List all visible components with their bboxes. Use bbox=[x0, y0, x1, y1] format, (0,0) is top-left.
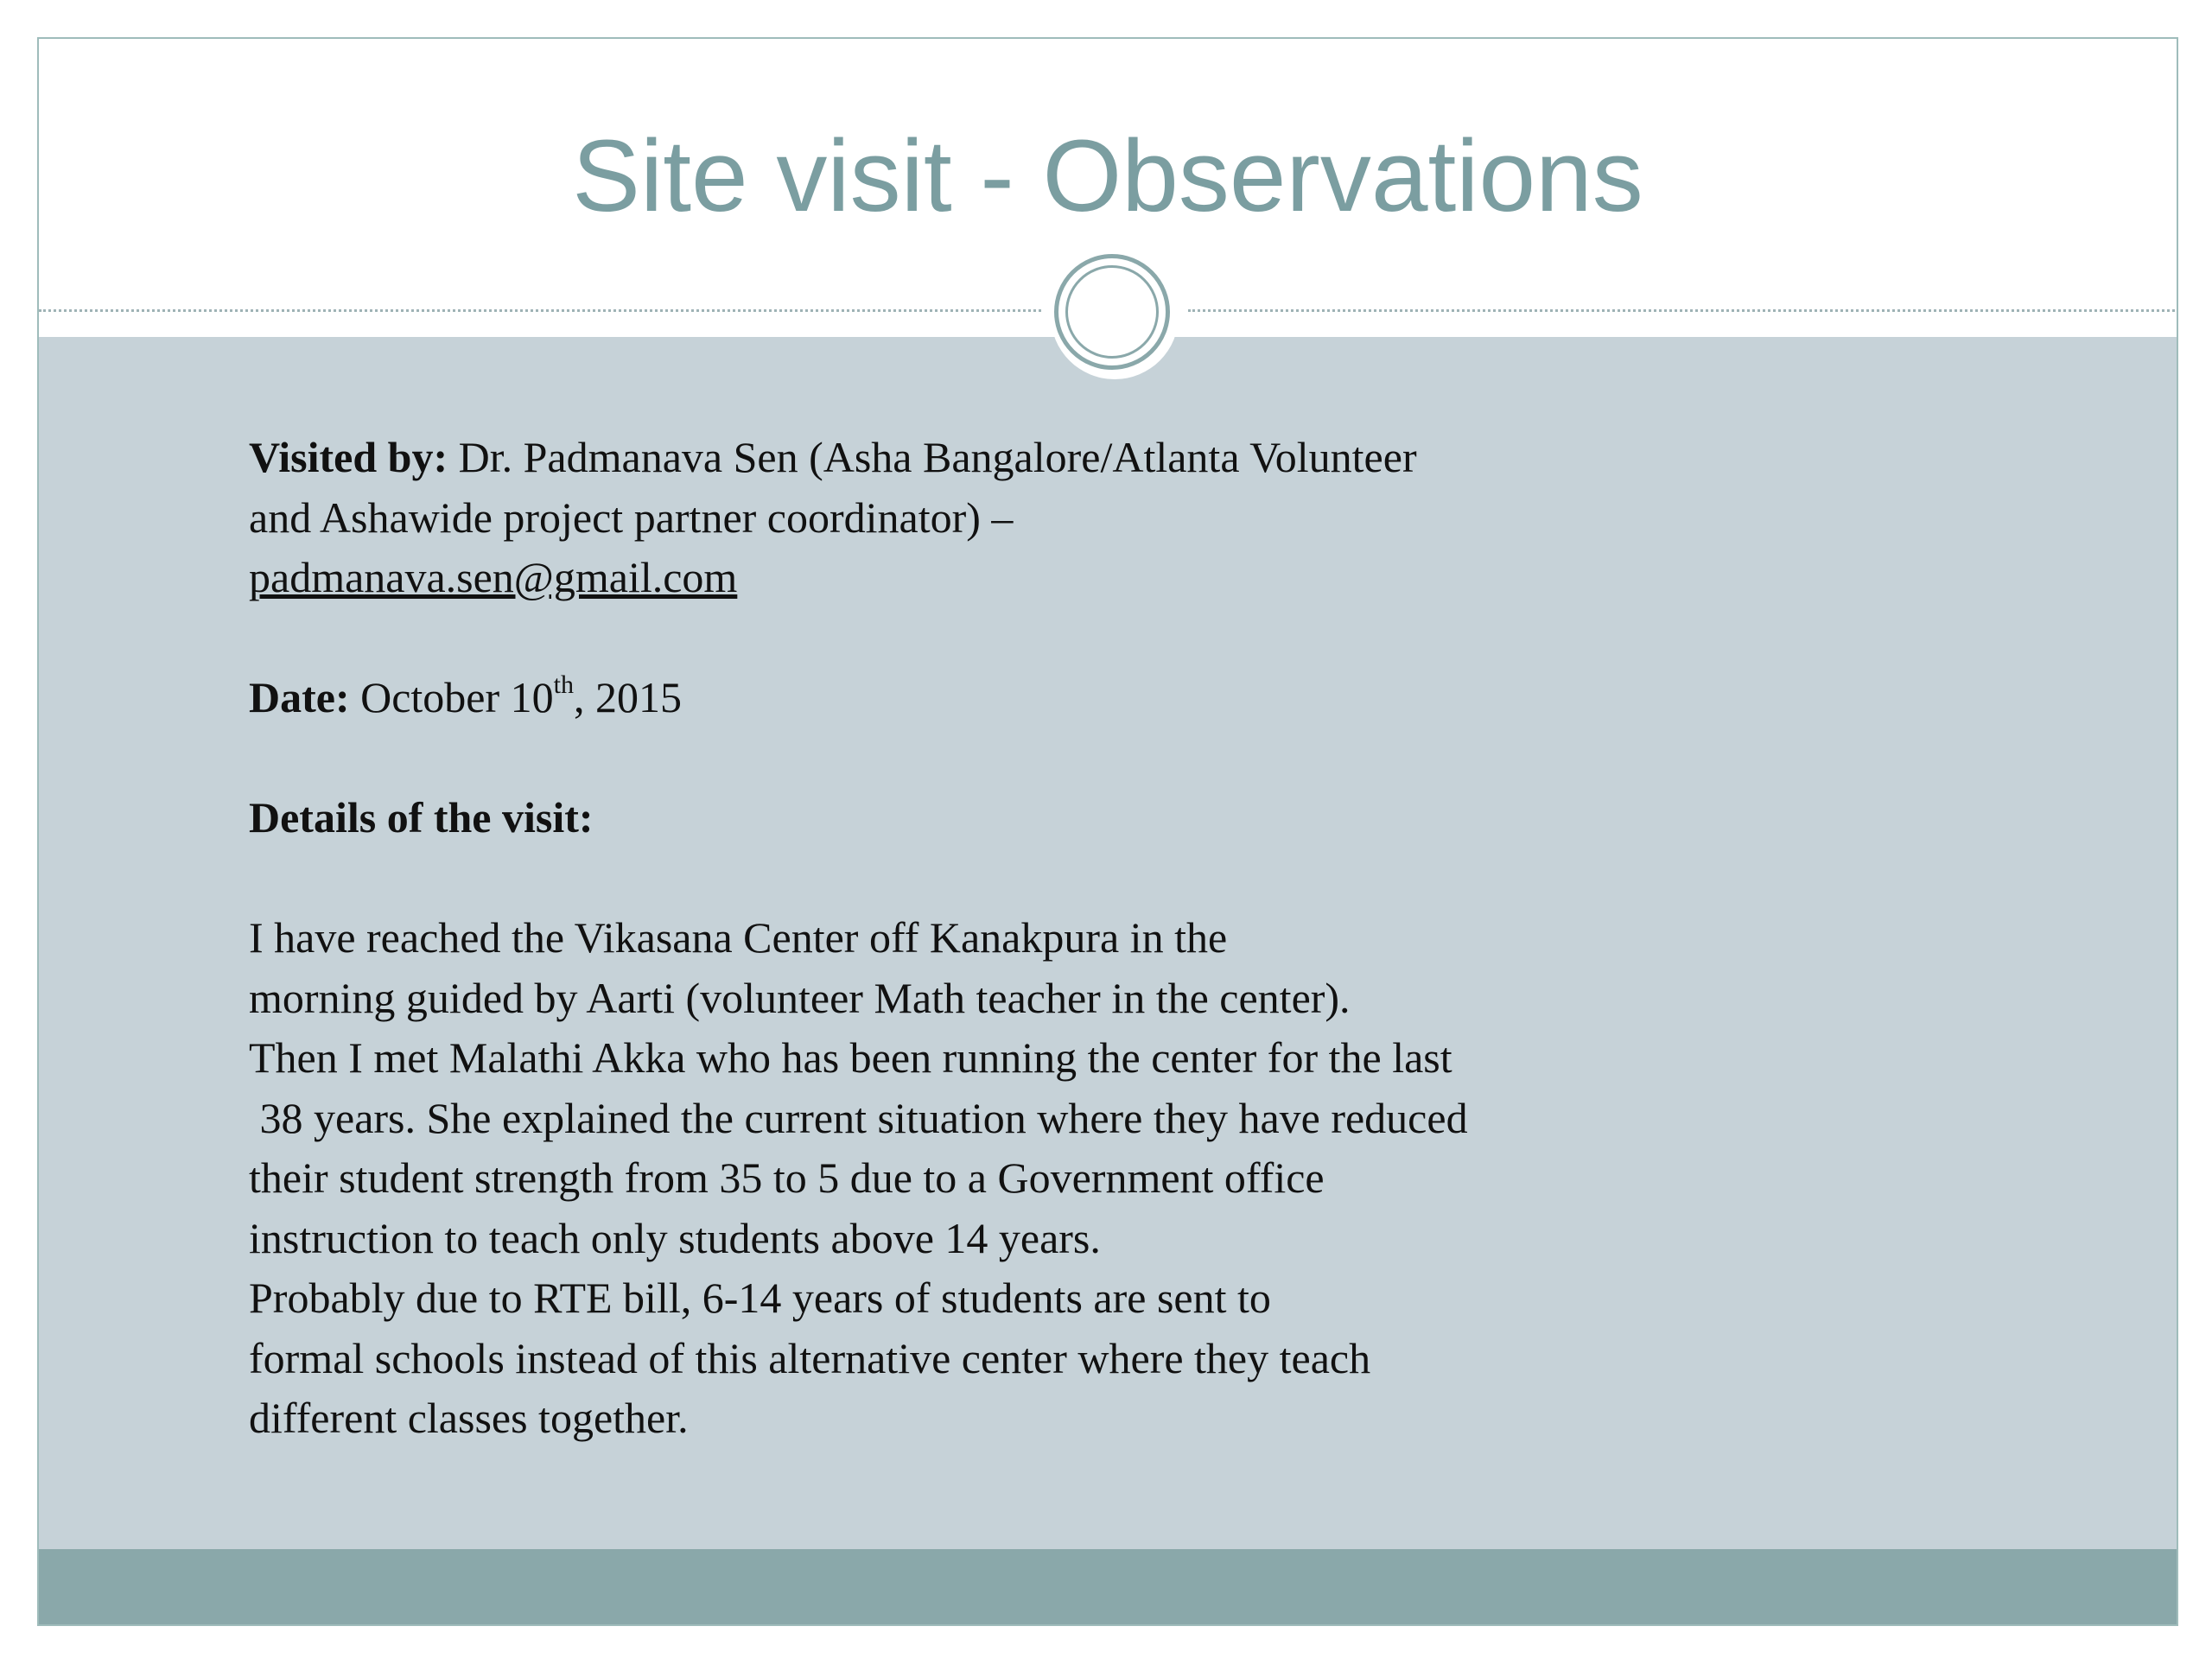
circle-ornament-icon bbox=[1054, 254, 1170, 370]
visited-by-line-1 bbox=[249, 428, 1804, 488]
details-line: 38 years. She explained the current situation where they have reduced bbox=[249, 1093, 1468, 1142]
spacer bbox=[249, 728, 1804, 789]
visited-by-line-2: and Ashawide project partner coordinator) – bbox=[249, 492, 1014, 542]
circle-ornament-inner bbox=[1065, 265, 1159, 359]
slide-title: Site visit - Observations bbox=[572, 119, 1643, 233]
details-line: morning guided by Aarti (volunteer Math teacher in the center). bbox=[249, 973, 1351, 1022]
details-line: instruction to teach only students above 14 years. bbox=[249, 1213, 1101, 1262]
details-line: different classes together. bbox=[249, 1394, 689, 1442]
footer-band bbox=[39, 1549, 2177, 1626]
details-line: formal schools instead of this alternative center where they teach bbox=[249, 1333, 1371, 1382]
date-label: Date: bbox=[249, 673, 350, 721]
details-line: their student strength from 35 to 5 due to a Government office bbox=[249, 1153, 1325, 1202]
email-link[interactable]: padmanava.sen@gmail.com bbox=[249, 553, 738, 601]
details-line: Probably due to RTE bill, 6-14 years of students are sent to bbox=[249, 1274, 1271, 1322]
details-line: Then I met Malathi Akka who has been running the center for the last bbox=[249, 1033, 1452, 1082]
date-value: October 10 bbox=[349, 673, 554, 721]
details-line: I have reached the Vikasana Center off Kanakpura in the bbox=[249, 913, 1228, 962]
visited-by-line-3 bbox=[249, 548, 1804, 608]
details-heading: Details of the visit: bbox=[249, 793, 594, 842]
title-divider-right bbox=[1188, 309, 2178, 312]
slide-body bbox=[249, 428, 1804, 1449]
visited-by-value: Dr. Padmanava Sen (Asha Bangalore/Atlanta Volunteer bbox=[448, 433, 1417, 481]
spacer bbox=[249, 608, 1804, 669]
slide bbox=[37, 37, 2178, 1626]
date-superscript: th bbox=[553, 670, 574, 699]
title-divider-left bbox=[39, 309, 1041, 312]
visited-by-label: Visited by: bbox=[249, 433, 448, 481]
date-suffix: , 2015 bbox=[574, 673, 682, 721]
spacer bbox=[249, 848, 1804, 909]
date-line bbox=[249, 668, 1804, 728]
